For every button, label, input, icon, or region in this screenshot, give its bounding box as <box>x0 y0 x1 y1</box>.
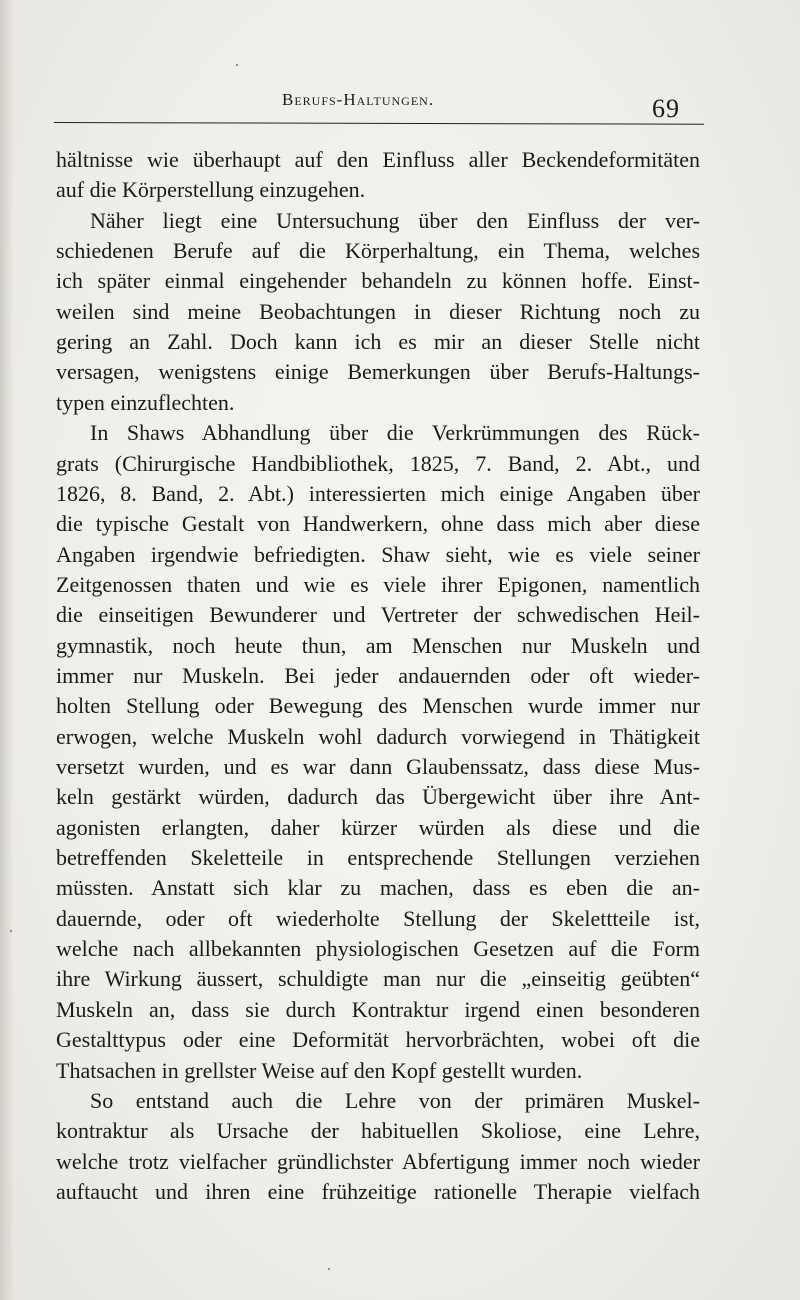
text-line: müssten. Anstatt sich klar zu machen, dass es eben die an- <box>56 875 700 901</box>
text-line: typen einzuflechten. <box>56 389 235 415</box>
text-line: Gestalttypus oder eine Deformität hervorbrächten, wobei oft die <box>56 1027 700 1053</box>
text-line: kontraktur als Ursache der habituellen Skoliose, eine Lehre, <box>56 1118 700 1144</box>
text-line: hältnisse wie überhaupt auf den Einfluss aller Beckendeformitäten <box>56 147 700 172</box>
text-line: erwogen, welche Muskeln wohl dadurch vorwiegend in Thätigkeit <box>56 723 700 749</box>
paper-speck <box>236 64 238 66</box>
text-line: agonisten erlangten, daher kürzer würden als diese und die <box>56 814 700 840</box>
text-line: Angaben irgendwie befriedigten. Shaw sieht, wie es viele seiner <box>56 541 700 567</box>
text-line: ich später einmal eingehender behandeln zu können hoffe. Einst- <box>56 268 700 294</box>
text-line: die einseitigen Bewunderer und Vertreter der schwedischen Heil- <box>56 602 700 628</box>
paper-speck <box>328 1268 330 1270</box>
text-line: welche nach allbekannten physiologischen Gesetzen auf die Form <box>56 936 700 962</box>
text-line: Muskeln an, dass sie durch Kontraktur irgend einen besonderen <box>56 996 700 1022</box>
text-line: ihre Wirkung äussert, schuldigte man nur die „einseitig geübten“ <box>56 966 700 992</box>
running-head <box>0 88 800 123</box>
paper-speck <box>10 930 12 932</box>
text-line: versetzt wurden, und es war dann Glaubenssatz, dass diese Mus- <box>56 754 700 779</box>
text-line: betreffenden Skeletteile in entsprechende Stellungen verziehen <box>56 845 700 871</box>
binding-shadow <box>0 0 14 1300</box>
text-line: welche trotz vielfacher gründlichster Abfertigung immer noch wieder <box>56 1148 700 1174</box>
text-line: Zeitgenossen thaten und wie es viele ihrer Epigonen, namentlich <box>56 571 700 597</box>
text-line: auftaucht und ihren eine frühzeitige rationelle Therapie vielfach <box>56 1178 700 1204</box>
text-line: keln gestärkt würden, dadurch das Übergewicht über ihre Ant- <box>56 784 700 810</box>
text-line: gering an Zahl. Doch kann ich es mir an dieser Stelle nicht <box>56 329 700 355</box>
text-line: weilen sind meine Beobachtungen in dieser Richtung noch zu <box>56 298 700 324</box>
text-line: immer nur Muskeln. Bei jeder andauernden oder oft wieder- <box>56 662 700 688</box>
text-line: dauernde, oder oft wiederholte Stellung der Skelettteile ist, <box>56 905 700 931</box>
text-line: schiedenen Berufe auf die Körperhaltung, ein Thema, welches <box>56 238 700 264</box>
text-line: Thatsachen in grellster Weise auf den Kopf gestellt wurden. <box>56 1057 583 1083</box>
running-head-title: Berufs-Haltungen. <box>282 90 435 109</box>
text-line: grats (Chirurgische Handbibliothek, 1825, 7. Band, 2. Abt., und <box>56 450 700 476</box>
text-line: gymnastik, noch heute thun, am Menschen nur Muskeln und <box>56 632 700 658</box>
page-number: 69 <box>652 94 680 123</box>
text-line: Näher liegt eine Untersuchung über den Einfluss der ver- <box>90 207 700 233</box>
text-line: die typische Gestalt von Handwerkern, ohne dass mich aber diese <box>56 511 700 537</box>
text-line: versagen, wenigstens einige Bemerkungen über Berufs-Haltungs- <box>56 359 700 385</box>
text-line: auf die Körperstellung einzugehen. <box>56 177 366 203</box>
text-line: So entstand auch die Lehre von der primären Muskel- <box>90 1087 700 1113</box>
text-line: In Shaws Abhandlung über die Verkrümmungen des Rück- <box>90 420 700 446</box>
text-line: holten Stellung oder Bewegung des Menschen wurde immer nur <box>56 693 700 719</box>
header-rule <box>54 122 704 125</box>
text-line: 1826, 8. Band, 2. Abt.) interessierten mich einige Angaben über <box>56 480 700 506</box>
